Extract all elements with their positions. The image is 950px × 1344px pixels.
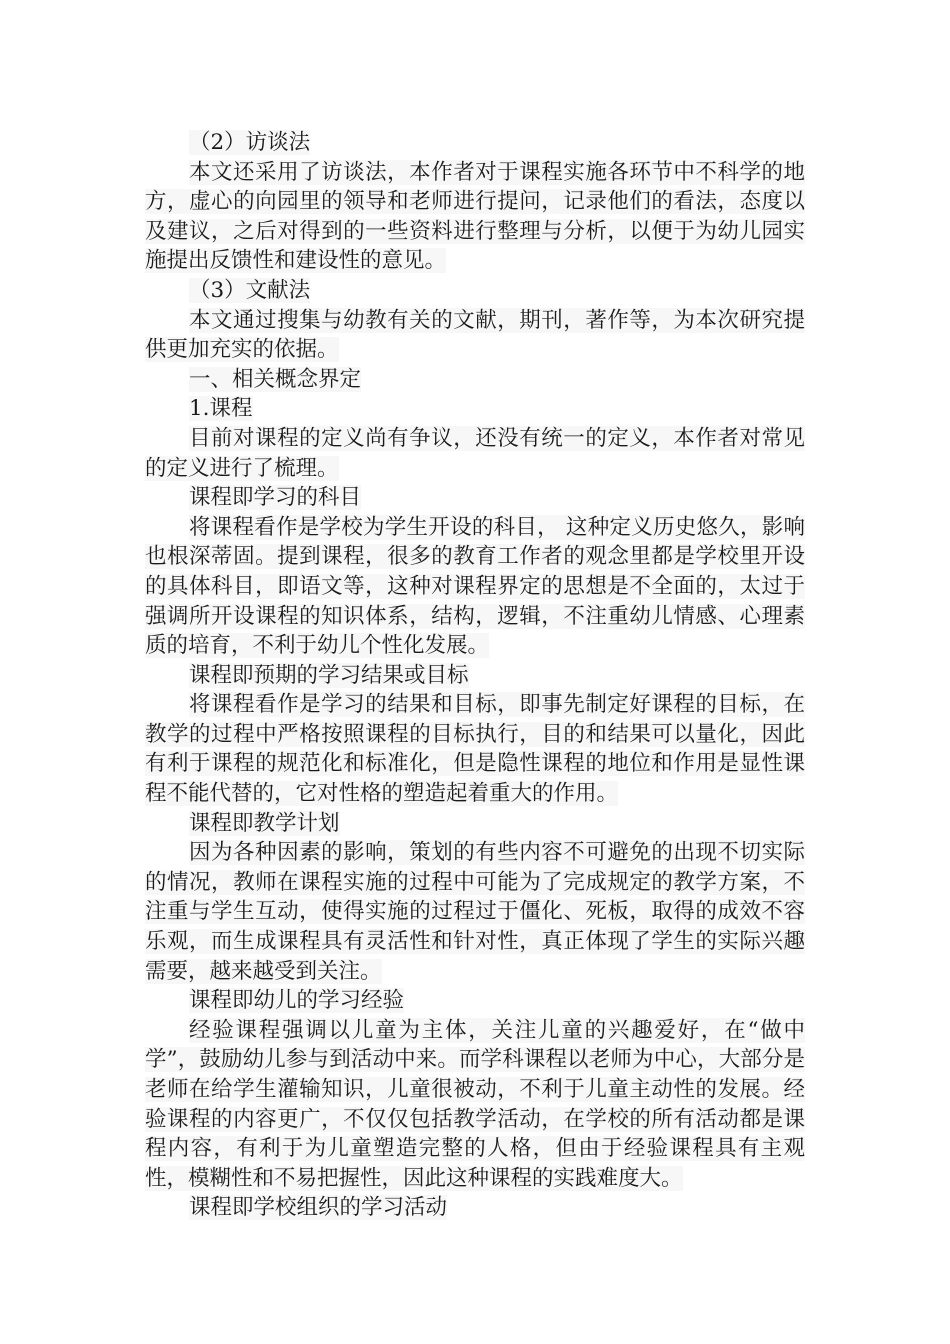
heading-literature-method: （3）文献法 bbox=[189, 277, 311, 303]
heading-curriculum-as-plan: 课程即教学计划 bbox=[189, 810, 340, 836]
subheading-curriculum: 1.课程 bbox=[189, 396, 253, 422]
heading-interview-method: （2）访谈法 bbox=[189, 130, 311, 155]
paragraph-interview-method: 本文还采用了访谈法，本作者对于课程实施各环节中不科学的地方，虚心的向园里的领导和老师进行提问，记录他们的看法，态度以及建议，之后对得到的一些资料进行整理与分析，以便于为幼儿园实施提出反馈性和建设性的意见。 bbox=[145, 159, 805, 274]
paragraph-curriculum-as-subjects: 将课程看作是学校为学生开设的科目， 这种定义历史悠久，影响也根深蒂固。提到课程，很多的教育工作者的观念里都是学校里开设的具体科目，即语文等，这种对课程界定的思想是不全面的，太过于强调所开设课程的知识体系，结构，逻辑，不注重幼儿情感、心理素质的培育，不利于幼儿个性化发展。 bbox=[145, 514, 805, 659]
heading-curriculum-as-subjects: 课程即学习的科目 bbox=[189, 485, 362, 511]
paragraph-literature-method: 本文通过搜集与幼教有关的文献，期刊，著作等，为本次研究提供更加充实的依据。 bbox=[145, 307, 805, 363]
heading-curriculum-as-outcomes: 课程即预期的学习结果或目标 bbox=[189, 662, 469, 688]
section-heading-concepts: 一、相关概念界定 bbox=[189, 366, 362, 392]
paragraph-curriculum-definitions: 目前对课程的定义尚有争议，还没有统一的定义，本作者对常见的定义进行了梳理。 bbox=[145, 425, 805, 481]
heading-curriculum-as-experience: 课程即幼儿的学习经验 bbox=[189, 988, 405, 1014]
paragraph-curriculum-as-outcomes: 将课程看作是学习的结果和目标，即事先制定好课程的目标，在教学的过程中严格按照课程的目标执行，目的和结果可以量化，因此有利于课程的规范化和标准化，但是隐性课程的地位和作用是显性课程不能代替的，它对性格的塑造起着重大的作用。 bbox=[145, 692, 805, 807]
heading-curriculum-as-activities: 课程即学校组织的学习活动 bbox=[189, 1195, 448, 1221]
document-body bbox=[145, 128, 805, 1223]
paragraph-curriculum-as-experience: 经验课程强调以儿童为主体，关注儿童的兴趣爱好，在“做中学”，鼓励幼儿参与到活动中来。而学科课程以老师为中心，大部分是老师在给学生灌输知识，儿童很被动，不利于儿童主动性的发展。经验课程的内容更广，不仅仅包括教学活动，在学校的所有活动都是课程内容，有利于为儿童塑造完整的人格，但由于经验课程具有主观性，模糊性和不易把握性，因此这种课程的实践难度大。 bbox=[145, 1017, 805, 1191]
paragraph-curriculum-as-plan: 因为各种因素的影响，策划的有些内容不可避免的出现不切实际的情况，教师在课程实施的过程中可能为了完成规定的教学方案，不注重与学生互动，使得实施的过程过于僵化、死板，取得的成效不容乐观，而生成课程具有灵活性和针对性，真正体现了学生的实际兴趣需要，越来越受到关注。 bbox=[145, 840, 805, 984]
